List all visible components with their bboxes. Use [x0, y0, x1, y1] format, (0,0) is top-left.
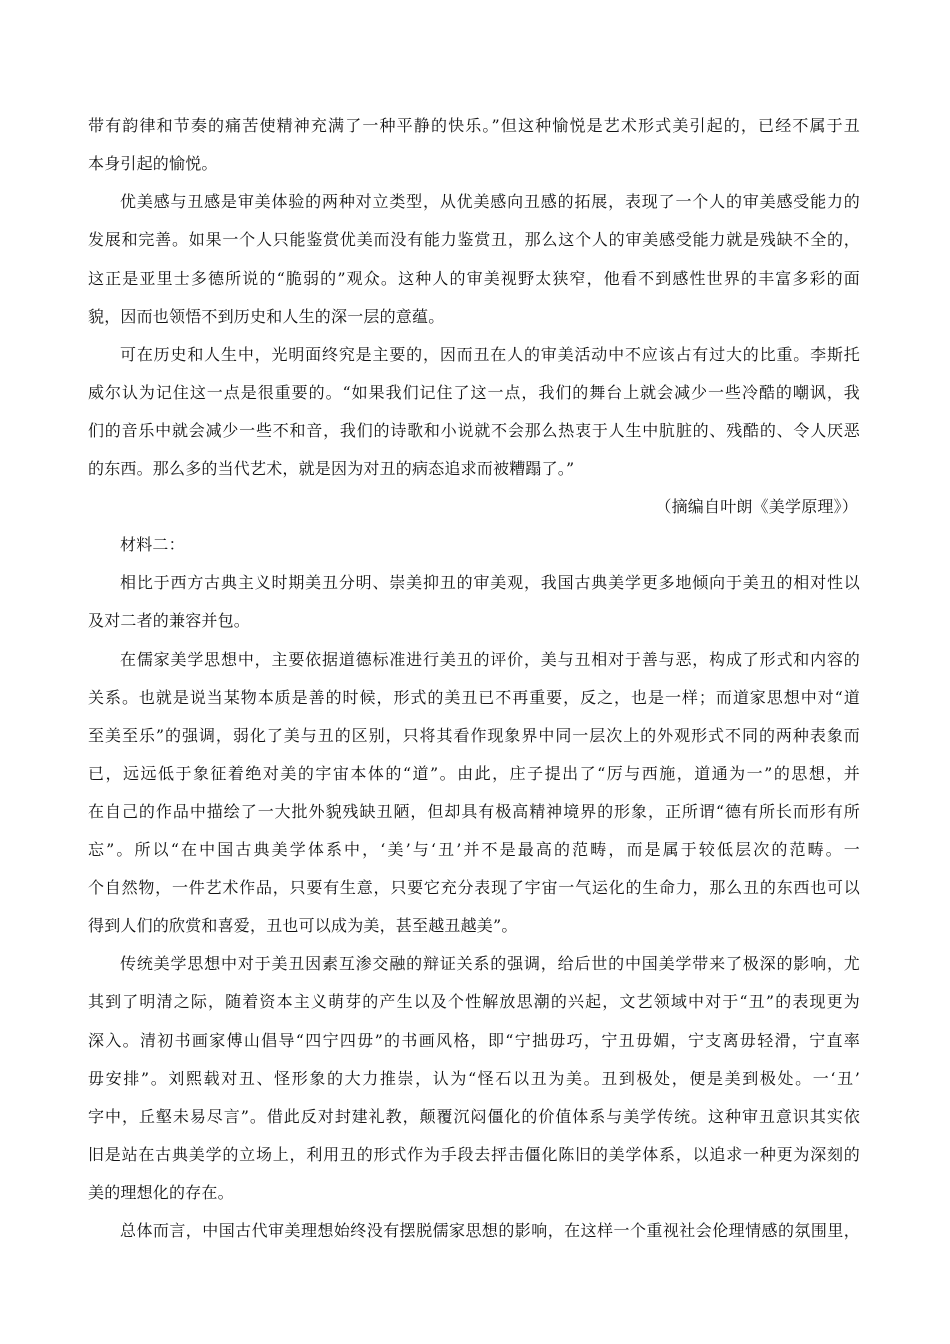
paragraph-first-line: 优美感与丑感是审美体验的两种对立类型，从优美感向丑感的拓展，表现了一个人的审美感受能力的 — [120, 192, 860, 211]
paragraph-first-line: 传统美学思想中对于美丑因素互渗交融的辩证关系的强调，给后世的中国美学带来了极深的影响，尤 — [120, 954, 860, 973]
text-line: 威尔认为记住这一点是很重要的。“如果我们记住了这一点，我们的舞台上就会减少一些冷酷的嘲讽，我 — [88, 383, 860, 402]
paragraph-first-line: 在儒家美学思想中，主要依据道德标准进行美丑的评价，美与丑相对于善与恶，构成了形式和内容的 — [120, 650, 860, 669]
text-line: 至美至乐”的强调，弱化了美与丑的区别，只将其看作现象界中同一层次上的外观形式不同的两种表象而 — [88, 726, 860, 745]
text-line: 发展和完善。如果一个人只能鉴赏优美而没有能力鉴赏丑，那么这个人的审美感受能力就是残缺不全的， — [88, 230, 860, 249]
text-line: 得到人们的欣赏和喜爱，丑也可以成为美，甚至越丑越美”。 — [88, 916, 518, 935]
text-line: 们的音乐中就会减少一些不和音，我们的诗歌和小说就不会那么热衷于人生中肮脏的、残酷的、令人厌恶 — [88, 421, 860, 440]
text-line: 美的理想化的存在。 — [88, 1183, 234, 1202]
text-line: 貌，因而也领悟不到历史和人生的深一层的意蕴。 — [88, 307, 445, 326]
text-line: 在自己的作品中描绘了一大批外貌残缺丑陋，但却具有极高精神境界的形象，正所谓“德有所长而形有所 — [88, 802, 860, 821]
section-heading: 材料二： — [120, 535, 185, 554]
text-line: 的东西。那么多的当代艺术，就是因为对丑的病态追求而被糟蹋了。” — [88, 459, 575, 478]
text-line: 及对二者的兼容并包。 — [88, 611, 251, 630]
source-citation: （摘编自叶朗《美学原理》） — [655, 497, 858, 516]
text-line: 个自然物，一件艺术作品，只要有生意，只要它充分表现了宇宙一气运化的生命力，那么丑的东西也可以 — [88, 878, 860, 897]
paragraph-first-line: 可在历史和人生中，光明面终究是主要的，因而丑在人的审美活动中不应该占有过大的比重。李斯托 — [120, 345, 860, 364]
paragraph-first-line: 相比于西方古典主义时期美丑分明、崇美抑丑的审美观，我国古典美学更多地倾向于美丑的相对性以 — [120, 573, 860, 592]
text-line: 关系。也就是说当某物本质是善的时候，形式的美丑已不再重要，反之，也是一样；而道家思想中对“道 — [88, 688, 860, 707]
text-line: 已，远远低于象征着绝对美的宇宙本体的“道”。由此，庄子提出了“厉与西施，道通为一”的思想，并 — [88, 764, 860, 783]
paragraph-first-line: 总体而言，中国古代审美理想始终没有摆脱儒家思想的影响，在这样一个重视社会伦理情感的氛围里， — [120, 1221, 860, 1240]
text-line: 旧是站在古典美学的立场上，利用丑的形式作为手段去抨击僵化陈旧的美学体系，以追求一种更为深刻的 — [88, 1145, 860, 1164]
text-line: 其到了明清之际，随着资本主义萌芽的产生以及个性解放思潮的兴起，文艺领域中对于“丑”的表现更为 — [88, 992, 860, 1011]
text-line: 忘”。所以“在中国古典美学体系中，‘美’与‘丑’并不是最高的范畴，而是属于较低层次的范畴。一 — [88, 840, 860, 859]
text-line: 带有韵律和节奏的痛苦使精神充满了一种平静的快乐。”但这种愉悦是艺术形式美引起的，已经不属于丑 — [88, 116, 860, 135]
text-line: 本身引起的愉悦。 — [88, 154, 218, 173]
text-line: 深入。清初书画家傅山倡导“四宁四毋”的书画风格，即“宁拙毋巧，宁丑毋媚，宁支离毋轻滑，宁直率 — [88, 1031, 860, 1050]
text-line: 这正是亚里士多德所说的“脆弱的”观众。这种人的审美视野太狭窄，他看不到感性世界的丰富多彩的面 — [88, 269, 860, 288]
text-line: 毋安排”。刘熙载对丑、怪形象的大力推崇，认为“怪石以丑为美。丑到极处，便是美到极处。一‘丑’ — [88, 1069, 860, 1088]
text-line: 字中，丘壑未易尽言”。借此反对封建礼教，颠覆沉闷僵化的价值体系与美学传统。这种审丑意识其实依 — [88, 1107, 860, 1126]
